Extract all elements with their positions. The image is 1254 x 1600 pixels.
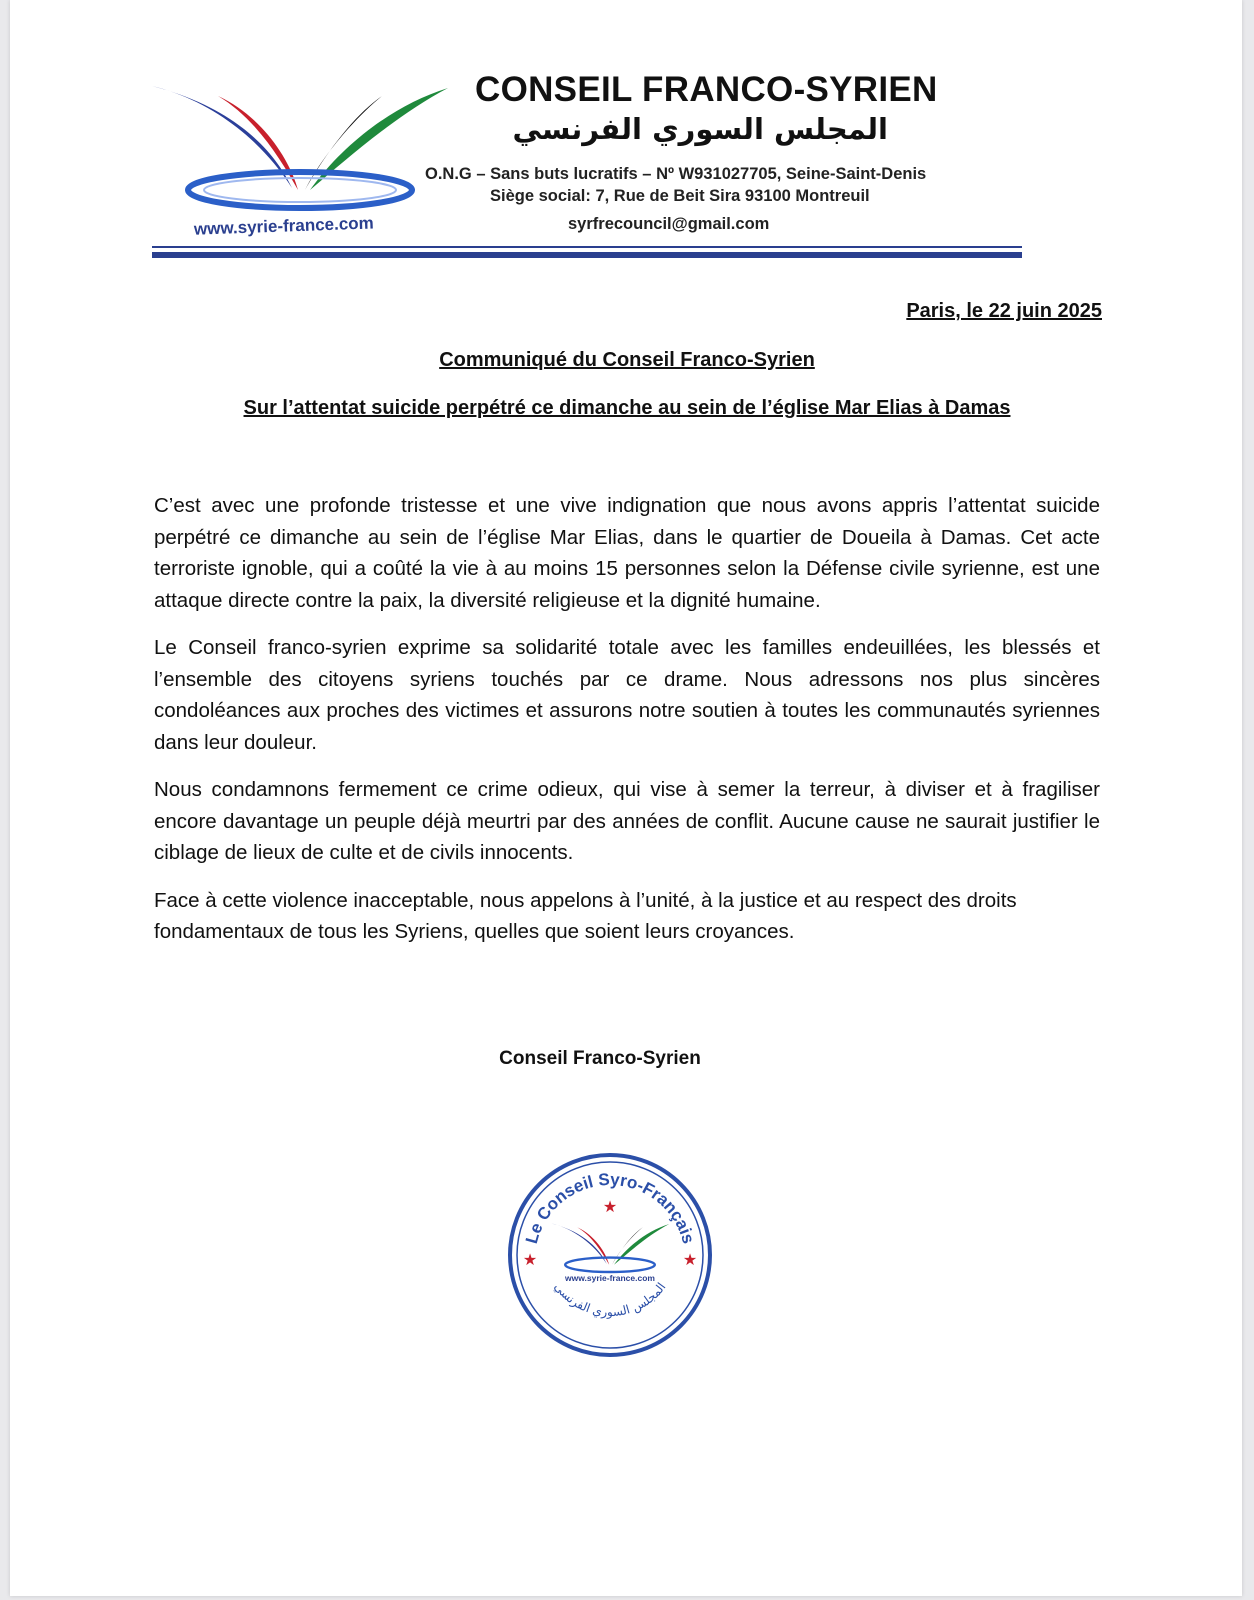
stamp-inner-ring: [517, 1162, 703, 1348]
stamp-top-text: Le Conseil Syro-Français: [521, 1169, 699, 1246]
org-email[interactable]: syrfrecouncil@gmail.com: [568, 215, 770, 233]
org-registration: O.N.G – Sans buts lucratifs – Nº W931027705, Seine-Saint-Denis: [425, 165, 927, 183]
stamp-star-right: ★: [682, 1250, 698, 1269]
document-body: [154, 490, 1100, 964]
council-stamp: [505, 1150, 715, 1360]
document-title: Communiqué du Conseil Franco-Syrien: [439, 349, 815, 371]
paragraph-1: C’est avec une profonde tristesse et une vive indignation que nous avons appris l’attentat suicide perpétré ce dimanche au sein de l’église Mar Elias, dans le quartier de Doueila à Damas. Cet acte terroriste ignoble, qui a coûté la vie à au moins 15 personnes selon la Défense civile syrienne, est une attaque directe contre la paix, la diversité religieuse et la dignité humaine.: [154, 494, 1100, 612]
org-title-arabic: المجلس السوري الفرنسي: [512, 112, 888, 146]
org-address: Siège social: 7, Rue de Beit Sira 93100 Montreuil: [490, 187, 870, 205]
paragraph-2: Le Conseil franco-syrien exprime sa solidarité totale avec les familles endeuillées, les blessés et l’ensemble des citoyens syriens touchés par ce drame. Nous adressons nos plus sincères condoléances aux proches des victimes et assurons notre soutien à toutes les communautés syriennes dans leur douleur.: [154, 636, 1100, 754]
document-date: Paris, le 22 juin 2025: [906, 300, 1102, 322]
stamp-star-left: ★: [522, 1250, 538, 1269]
signature: Conseil Franco-Syrien: [499, 1048, 701, 1069]
stamp-mini-logo: [551, 1223, 669, 1272]
council-logo: [150, 78, 460, 248]
logo-ring-inner: [204, 178, 396, 202]
org-title: CONSEIL FRANCO-SYRIEN: [475, 70, 938, 109]
header-rule-thick: [152, 252, 1022, 258]
header-rule-thin: [152, 246, 1022, 248]
stamp-url: www.syrie-france.com: [565, 1273, 655, 1283]
stamp-star-top: ★: [602, 1197, 618, 1216]
paragraph-4: Face à cette violence inacceptable, nous appelons à l’unité, à la justice et au respect des droits fondamentaux de tous les Syriens, quelles que soient leurs croyances.: [154, 888, 1017, 943]
paragraph-3: Nous condamnons fermement ce crime odieux, qui vise à semer la terreur, à diviser et à fragiliser encore davantage un peuple déjà meurtri par des années de conflit. Aucune cause ne saurait justifier le ciblage de lieux de culte et de civils innocents.: [154, 778, 1100, 864]
stamp-arabic-text: المجلس السوري الفرنسي: [551, 1279, 669, 1320]
document-subtitle: Sur l’attentat suicide perpétré ce dimanche au sein de l’église Mar Elias à Damas: [243, 397, 1011, 419]
logo-url: www.syrie-france.com: [193, 213, 375, 239]
